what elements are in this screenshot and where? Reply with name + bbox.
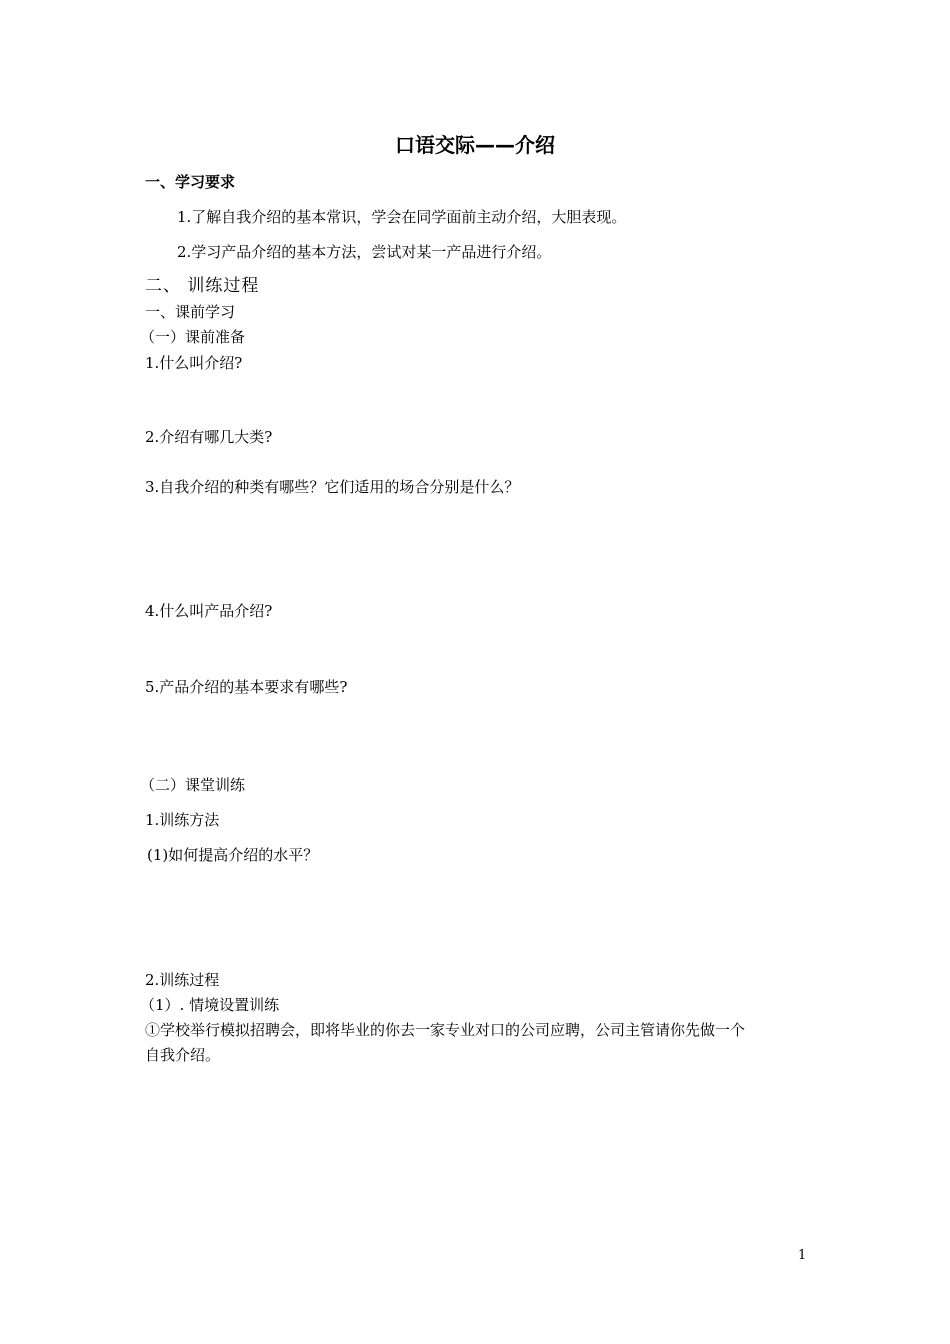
subheading-classroom: （二）课堂训练 [140,776,246,794]
method-question: (1)如何提高介绍的水平？ [147,846,319,864]
section-heading-requirements: 一、学习要求 [145,173,236,191]
scenario-text-line-1: ①学校举行模拟招聘会，即将毕业的你去一家专业对口的公司应聘，公司主管请你先做一个 [145,1021,746,1039]
question-1: 1.什么叫介绍? [145,354,243,372]
subheading-preparation: （一）课前准备 [140,328,246,346]
section-heading-training: 二、 训练过程 [145,276,260,296]
method-heading: 1.训练方法 [145,811,220,829]
document-title: 口语交际——介绍 [395,133,555,157]
question-3: 3.自我介绍的种类有哪些？它们适用的场合分别是什么？ [145,478,520,496]
page-number: 1 [798,1248,807,1263]
question-4: 4.什么叫产品介绍? [145,602,273,620]
subheading-preclass: 一、课前学习 [145,303,236,321]
requirement-item-1: 1.了解自我介绍的基本常识，学会在同学面前主动介绍，大胆表现。 [177,208,627,226]
question-5: 5.产品介绍的基本要求有哪些? [145,678,348,696]
requirement-item-2: 2.学习产品介绍的基本方法，尝试对某一产品进行介绍。 [177,243,552,261]
question-2: 2.介绍有哪几大类? [145,428,273,446]
process-heading: 2.训练过程 [145,971,220,989]
process-subheading: （1）. 情境设置训练 [140,996,280,1014]
scenario-text-line-2: 自我介绍。 [145,1046,221,1064]
